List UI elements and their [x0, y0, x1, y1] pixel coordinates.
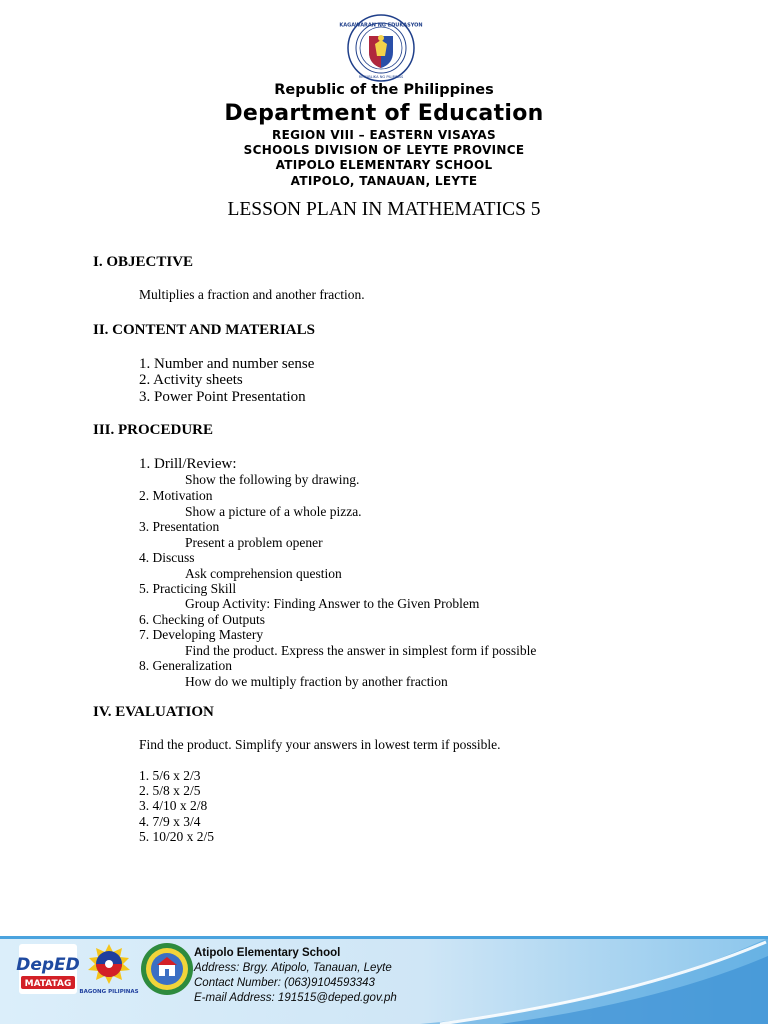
- svg-text:BAGONG PILIPINAS: BAGONG PILIPINAS: [79, 989, 139, 995]
- school-seal-icon: [140, 942, 194, 996]
- division-line: SCHOOLS DIVISION OF LEYTE PROVINCE: [243, 143, 525, 157]
- content-heading: II. CONTENT AND MATERIALS: [93, 322, 315, 338]
- evaluation-item: 2. 5/8 x 2/5: [139, 783, 201, 798]
- footer-school-name: Atipolo Elementary School: [194, 947, 341, 959]
- content-item: 2. Activity sheets: [139, 372, 243, 388]
- procedure-step-label: 3. Presentation: [139, 519, 220, 534]
- bagong-pilipinas-logo: [79, 942, 139, 996]
- evaluation-instruction: Find the product. Simplify your answers in lowest term if possible.: [139, 737, 501, 752]
- school-line: ATIPOLO ELEMENTARY SCHOOL: [275, 158, 493, 172]
- svg-text:MATATAG: MATATAG: [24, 979, 72, 989]
- evaluation-heading: IV. EVALUATION: [93, 704, 214, 720]
- procedure-step-detail: How do we multiply fraction by another fraction: [185, 674, 448, 689]
- evaluation-item: 3. 4/10 x 2/8: [139, 798, 208, 813]
- procedure-step-detail: Find the product. Express the answer in simplest form if possible: [185, 643, 537, 658]
- address-line: ATIPOLO, TANAUAN, LEYTE: [290, 174, 478, 188]
- procedure-step-label: 1. Drill/Review:: [139, 456, 237, 472]
- procedure-step-label: 5. Practicing Skill: [139, 581, 237, 596]
- content-item: 3. Power Point Presentation: [139, 389, 306, 405]
- footer-contact: Contact Number: (063)9104593343: [194, 977, 375, 989]
- evaluation-item: 1. 5/6 x 2/3: [139, 768, 201, 783]
- evaluation-item: 5. 10/20 x 2/5: [139, 829, 215, 844]
- evaluation-item: 4. 7/9 x 3/4: [139, 814, 201, 829]
- procedure-step-detail: Present a problem opener: [185, 535, 323, 550]
- svg-text:DepED: DepED: [16, 955, 80, 975]
- procedure-heading: III. PROCEDURE: [93, 422, 214, 438]
- school-seal-logo: [140, 942, 194, 996]
- procedure-step-label: 6. Checking of Outputs: [139, 612, 265, 627]
- deped-matatag-logo: [16, 944, 80, 994]
- bagong-pilipinas-icon: [79, 942, 139, 996]
- deped-seal-logo: [339, 14, 423, 82]
- procedure-step-label: 2. Motivation: [139, 488, 213, 503]
- procedure-step-detail: Show the following by drawing.: [185, 472, 360, 487]
- deped-logo-icon: [16, 944, 80, 994]
- objective-text: Multiplies a fraction and another fraction.: [139, 287, 365, 302]
- procedure-step-label: 7. Developing Mastery: [139, 627, 264, 642]
- department-heading: Department of Education: [224, 101, 544, 126]
- procedure-step-label: 4. Discuss: [139, 550, 195, 565]
- procedure-step-detail: Show a picture of a whole pizza.: [185, 504, 362, 519]
- footer-address: Address: Brgy. Atipolo, Tanauan, Leyte: [194, 962, 392, 974]
- svg-text:REPUBLIKA NG PILIPINAS: REPUBLIKA NG PILIPINAS: [358, 75, 404, 79]
- footer-email: E-mail Address: 191515@deped.gov.ph: [194, 992, 397, 1004]
- region-line: REGION VIII – EASTERN VISAYAS: [272, 128, 496, 142]
- content-item: 1. Number and number sense: [139, 356, 315, 372]
- republic-heading: Republic of the Philippines: [274, 82, 494, 98]
- procedure-step-detail: Group Activity: Finding Answer to the Given Problem: [185, 596, 480, 611]
- svg-text:KAGAWARAN NG EDUKASYON: KAGAWARAN NG EDUKASYON: [339, 22, 423, 29]
- procedure-step-detail: Ask comprehension question: [185, 566, 342, 581]
- procedure-step-label: 8. Generalization: [139, 658, 232, 673]
- objective-heading: I. OBJECTIVE: [93, 254, 194, 270]
- lesson-plan-title: LESSON PLAN IN MATHEMATICS 5: [227, 199, 541, 220]
